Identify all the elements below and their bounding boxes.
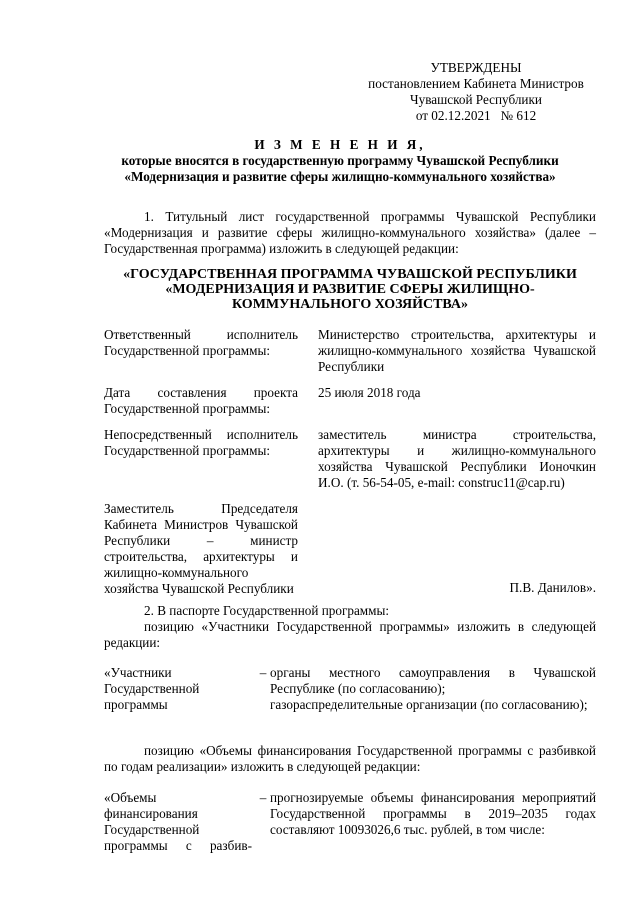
heading-subtitle-1: которые вносятся в государственную программу Чувашской Республики: [121, 153, 559, 168]
participants-value-1: органы местного самоуправления в Чувашской Республике (по согласованию);: [270, 665, 596, 696]
paragraph-2: 2. В паспорте Государственной программы:: [144, 603, 390, 618]
approval-line-4: от 02.12.2021 № 612: [415, 108, 537, 123]
program-title: [104, 267, 596, 312]
approval-stamp: [356, 60, 596, 124]
row-value: 25 июля 2018 года: [318, 385, 421, 400]
participants-value-2: газораспределительные организации (по согласованию);: [270, 697, 588, 712]
approval-line-2: постановлением Кабинета Министров: [368, 76, 584, 91]
participants-dash: –: [259, 665, 267, 680]
paragraph-4: позицию «Объемы финансирования Государственной программы с разбивкой по годам реализации» изложить в следующей редакции:: [104, 743, 596, 774]
approval-line-1: УТВЕРЖДЕНЫ: [430, 60, 522, 75]
participants-value: [270, 665, 596, 713]
row-label: Ответственный исполнитель Государственной программы:: [104, 327, 298, 358]
heading-title: И З М Е Н Е Н И Я,: [254, 137, 426, 152]
paragraph-3: позицию «Участники Государственной программы» изложить в следующей редакции:: [104, 619, 596, 650]
approval-line-3: Чувашской Республики: [410, 92, 542, 107]
program-title-line-3: КОММУНАЛЬНОГО ХОЗЯЙСТВА»: [232, 297, 468, 312]
row-value: заместитель министра строительства, архитектуры и жилищно-коммунального хозяйства Чувашской Республики Ионочкин И.О. (т. 56-54-05, e-mail: construc11@cap.ru): [318, 427, 596, 490]
document-heading: [80, 137, 600, 185]
funding-label: «Объемы финансирования Государственной программы с разбив-: [104, 790, 252, 853]
row-label: Дата составления проекта Государственной программы:: [104, 385, 298, 416]
row-label: Непосредственный исполнитель Государственной программы:: [104, 427, 298, 458]
row-label: Заместитель Председателя Кабинета Министров Чувашской Республики – министр строительства, архитектуры и жилищно-коммунального хозяйства Чувашской Республики: [104, 501, 298, 596]
heading-subtitle-2: «Модернизация и развитие сферы жилищно-коммунального хозяйства»: [124, 169, 556, 184]
row-value: Министерство строительства, архитектуры и жилищно-коммунального хозяйства Чувашской Республики: [318, 327, 596, 374]
program-title-line-2: «МОДЕРНИЗАЦИЯ И РАЗВИТИЕ СФЕРЫ ЖИЛИЩНО-: [165, 282, 535, 297]
funding-value: прогнозируемые объемы финансирования мероприятий Государственной программы в 2019–2035 годах составляют 10093026,6 тыс. рублей, в том числе:: [270, 790, 596, 837]
participants-label: «Участники Государственной программы: [104, 665, 200, 712]
paragraph-1: 1. Титульный лист государственной программы Чувашской Республики «Модернизация и развитие сферы жилищно-коммунального хозяйства» (далее – Государственная программа) изложить в следующей редакции:: [104, 209, 596, 256]
funding-dash: –: [259, 790, 267, 805]
program-title-line-1: «ГОСУДАРСТВЕННАЯ ПРОГРАММА ЧУВАШСКОЙ РЕСПУБЛИКИ: [123, 267, 577, 282]
signature-name: П.В. Данилов».: [509, 580, 596, 595]
